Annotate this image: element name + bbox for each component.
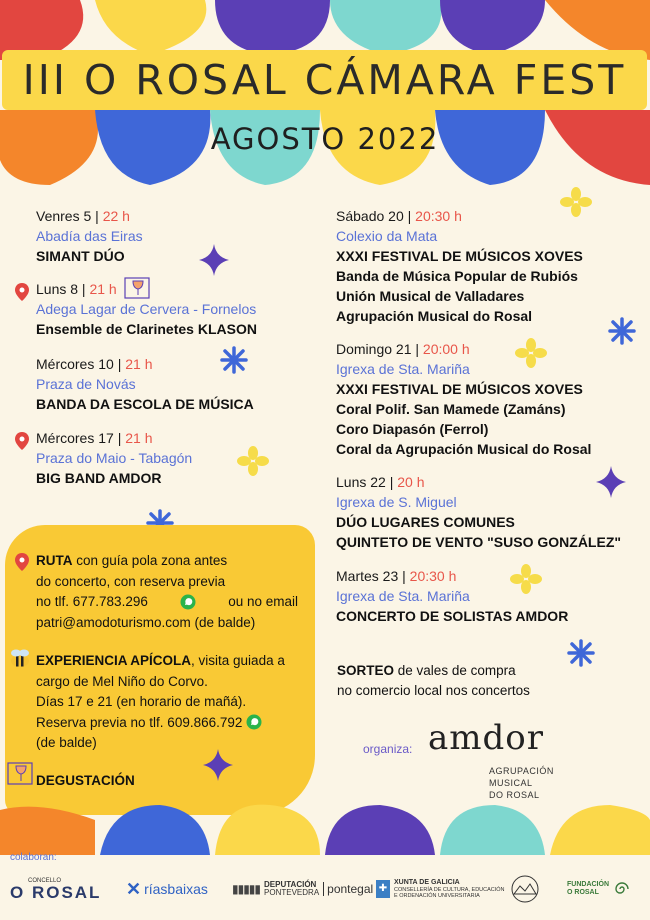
sponsor-text: DEPUTACIÓN [264, 879, 317, 889]
event-act: BIG BAND AMDOR [36, 470, 162, 486]
location-pin-icon [15, 553, 29, 571]
event-act: CONCERTO DE SOLISTAS AMDOR [336, 608, 569, 624]
sponsor-text: ríasbaixas [144, 881, 208, 897]
sorteo-line: de vales de compra [397, 663, 516, 678]
event-day: Mércores 17 [36, 430, 114, 446]
wine-glass-icon [123, 276, 153, 302]
experiencia-line: (de balde) [36, 735, 97, 750]
sponsor-fundacion [567, 874, 633, 904]
event-act: QUINTETO DE VENTO "SUSO GONZÁLEZ" [336, 534, 622, 550]
page-title: III O ROSAL CÁMARA FEST [22, 56, 627, 104]
sorteo-label: SORTEO [337, 663, 395, 678]
snowflake-icon [220, 346, 248, 374]
bottom-decoration [0, 800, 650, 855]
experiencia-phone: Reserva previa no tlf. 609.866.792 [36, 714, 243, 730]
flower-icon [515, 338, 547, 368]
riasbaixas-logo-icon: ✕ [126, 878, 142, 899]
event-mercores-17: Mércores 17 | 21 h Praza do Maio - Tabagón BIG BAND AMDOR [36, 430, 193, 486]
event-day: Sábado 20 [336, 208, 404, 224]
event-act: Ensemble de Clarinetes KLASON [36, 321, 257, 337]
colaboran-label: colaboran: [10, 852, 57, 863]
organiza-label: organiza: [363, 742, 413, 756]
event-act: Coral da Agrupación Musical do Rosal [336, 441, 592, 457]
event-day: Martes 23 [336, 568, 399, 584]
barcode-logo-icon: ▮▮▮▮▮ [232, 882, 261, 896]
ruta-line: con guía pola zona antes [76, 553, 228, 568]
sponsor-text: CONSELLERÍA DE CULTURA, EDUCACIÓN [394, 886, 505, 893]
sponsor-riasbaixas [126, 874, 208, 904]
sponsor-text: E ORDENACIÓN UNIVERSITARIA [394, 892, 480, 899]
sponsor-xunta [376, 874, 505, 904]
degustacion-label: DEGUSTACIÓN [36, 773, 135, 788]
amdor-logo-subtitle [489, 765, 554, 801]
event-act: SIMANT DÚO [36, 248, 125, 264]
sponsor-comunidade-montes [506, 874, 544, 904]
event-time: 20:30 h [415, 208, 462, 224]
event-domingo-21: Domingo 21 | 20:00 h Igrexa de Sta. Mariña XXXI FESTIVAL DE MÚSICOS XOVES Coral Polif. San Mamede (Zamáns) Coro Diapasón (Ferrol) Coral da Agrupación Musical do Rosal [336, 341, 592, 457]
amdor-sub-line: MUSICAL [489, 778, 533, 788]
event-act: Coro Diapasón (Ferrol) [336, 421, 489, 437]
event-venue: Igrexa de S. Miguel [336, 494, 457, 510]
sponsor-text: PONTEVEDRA [264, 888, 320, 897]
amdor-sub-line: AGRUPACIÓN [489, 766, 554, 776]
experiencia-line: Días 17 e 21 (en horario de mañá). [36, 694, 247, 709]
event-sabado-20: Sábado 20 | 20:30 h Colexio da Mata XXXI FESTIVAL DE MÚSICOS XOVES Banda de Música Popular de Rubiós Unión Musical de Valladares Agrupación Musical do Rosal [336, 208, 583, 324]
wine-glass-icon [6, 760, 36, 788]
whatsapp-icon [246, 714, 262, 730]
bee-icon [8, 647, 32, 669]
whatsapp-icon [180, 594, 196, 610]
location-pin-icon [15, 432, 29, 450]
ruta-label: RUTA [36, 553, 73, 568]
event-act: Banda de Música Popular de Rubiós [336, 268, 578, 284]
event-act: DÚO LUGARES COMUNES [336, 514, 515, 530]
sparkle-star-icon [199, 244, 229, 276]
event-venue: Igrexa de Sta. Mariña [336, 361, 470, 377]
sparkle-star-icon [596, 466, 626, 498]
event-act: BANDA DA ESCOLA DE MÚSICA [36, 396, 254, 412]
page-subtitle: AGOSTO 2022 [210, 122, 440, 156]
event-venue: Igrexa de Sta. Mariña [336, 588, 470, 604]
event-venue: Abadía das Eiras [36, 228, 143, 244]
title-bar [2, 50, 647, 110]
snowflake-icon [608, 317, 636, 345]
event-time: 20:30 h [409, 568, 457, 584]
experiencia-info [36, 651, 298, 754]
event-time: 20:00 h [422, 341, 470, 357]
event-time: 21 h [125, 356, 153, 372]
event-day: Luns 22 [336, 474, 386, 490]
event-luns-8: Luns 8 | 21 h Adega Lagar de Cervera - Fornelos Ensemble de Clarinetes KLASON [36, 281, 257, 337]
sorteo-info [337, 661, 530, 701]
sponsor-text: pontegal [323, 882, 373, 896]
event-act: Unión Musical de Valladares [336, 288, 525, 304]
sorteo-line: no comercio local nos concertos [337, 683, 530, 698]
event-time: 22 h [102, 208, 130, 224]
event-act: Agrupación Musical do Rosal [336, 308, 533, 324]
sponsor-text: XUNTA DE GALICIA [394, 879, 460, 887]
event-time: 21 h [125, 430, 153, 446]
location-pin-icon [15, 283, 29, 301]
flower-icon [237, 446, 269, 476]
sponsor-text: FUNDACIÓN O ROSAL [567, 881, 609, 896]
xunta-logo-icon: ✚ [376, 880, 390, 898]
event-day: Venres 5 [36, 208, 92, 224]
event-act: Coral Polif. San Mamede (Zamáns) [336, 401, 566, 417]
experiencia-line: cargo de Mel Niño do Corvo. [36, 673, 208, 689]
event-day: Domingo 21 [336, 341, 412, 357]
amdor-logo: amdor [428, 718, 544, 758]
event-venue: Colexio da Mata [336, 228, 438, 244]
flower-icon [510, 564, 542, 594]
event-day: Luns 8 [36, 281, 79, 297]
sponsor-concello-o-rosal [10, 874, 101, 904]
event-venue: Praza do Maio - Tabagón [36, 450, 193, 466]
degustacion-info [36, 771, 135, 792]
event-martes-23: Martes 23 | 20:30 h Igrexa de Sta. Mariña CONCERTO DE SOLISTAS AMDOR [336, 568, 569, 624]
event-time: 20 h [397, 474, 425, 490]
ruta-line: ou no email [228, 594, 298, 609]
spiral-logo-icon [611, 878, 633, 900]
snowflake-icon [567, 639, 595, 667]
event-luns-22: Luns 22 | 20 h Igrexa de S. Miguel DÚO LUGARES COMUNES QUINTETO DE VENTO "SUSO GONZÁLEZ" [336, 474, 622, 550]
event-venres-5: Venres 5 | 22 h Abadía das Eiras SIMANT DÚO [36, 208, 143, 264]
amdor-sub-line: DO ROSAL [489, 790, 540, 800]
ruta-email: patri@amodoturismo.com (de balde) [36, 614, 256, 630]
sponsor-text: O ROSAL [10, 882, 102, 902]
ruta-line: do concerto, con reserva previa [36, 573, 226, 589]
event-act: XXXI FESTIVAL DE MÚSICOS XOVES [336, 248, 583, 264]
ruta-phone: no tlf. 677.783.296 [36, 594, 148, 609]
ruta-info [36, 551, 298, 633]
event-act: XXXI FESTIVAL DE MÚSICOS XOVES [336, 381, 583, 397]
flower-icon [560, 187, 592, 217]
event-mercores-10: Mércores 10 | 21 h Praza de Novás BANDA DA ESCOLA DE MÚSICA [36, 356, 254, 412]
experiencia-line: , visita guiada a [191, 653, 285, 668]
sparkle-star-icon [203, 749, 233, 781]
event-venue: Adega Lagar de Cervera - Fornelos [36, 301, 257, 317]
event-day: Mércores 10 [36, 356, 114, 372]
sponsor-deputacion [232, 874, 373, 904]
event-time: 21 h [89, 281, 117, 297]
event-venue: Praza de Novás [36, 376, 136, 392]
comunidade-logo-icon [506, 874, 544, 904]
sponsor-text: CONCELLO [28, 877, 62, 884]
experiencia-label: EXPERIENCIA APÍCOLA [36, 653, 192, 668]
